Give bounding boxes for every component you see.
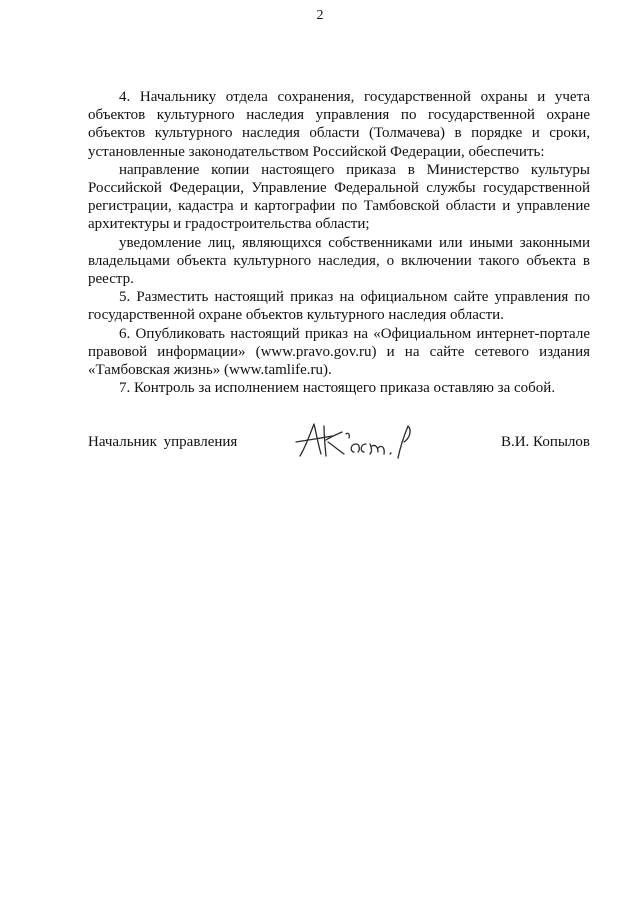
paragraph-item-4: 4. Начальнику отдела сохранения, государственной охраны и учета объектов культурного наследия управления по государственной охране объектов культурного наследия области (Толмачева) в порядке и сроки, установленные законодательством Российской Федерации, обеспечить: bbox=[88, 89, 590, 160]
document-body bbox=[88, 88, 590, 397]
paragraph-item-7: 7. Контроль за исполнением настоящего приказа оставляю за собой. bbox=[119, 380, 556, 397]
paragraph-item-4-owner-notification: уведомление лиц, являющихся собственниками или иными законными владельцами объекта культурного наследия, о включении такого объекта в реестр. bbox=[88, 234, 590, 288]
page-number: 2 bbox=[316, 8, 324, 23]
paragraph-item-5: 5. Разместить настоящий приказ на официальном сайте управления по государственной охране объектов культурного наследия области. bbox=[88, 289, 590, 324]
signature-block bbox=[88, 418, 590, 478]
paragraph-item-6: 6. Опубликовать настоящий приказ на «Официальном интернет-портале правовой информации» (www.pravo.gov.ru) и на сайте сетевого издания «Тамбовская жизнь» (www.tamlife.ru). bbox=[88, 325, 590, 379]
paragraph-item-4-copy-distribution: направление копии настоящего приказа в Министерство культуры Российской Федерации, Управление Федеральной службы государственной регистрации, кадастра и картографии по Тамбовской области и управление архитектуры и градостроительства области; bbox=[88, 161, 590, 233]
handwritten-signature bbox=[288, 418, 428, 468]
signatory-title: Начальник управления bbox=[88, 434, 238, 450]
signatory-name: В.И. Копылов bbox=[500, 434, 590, 450]
